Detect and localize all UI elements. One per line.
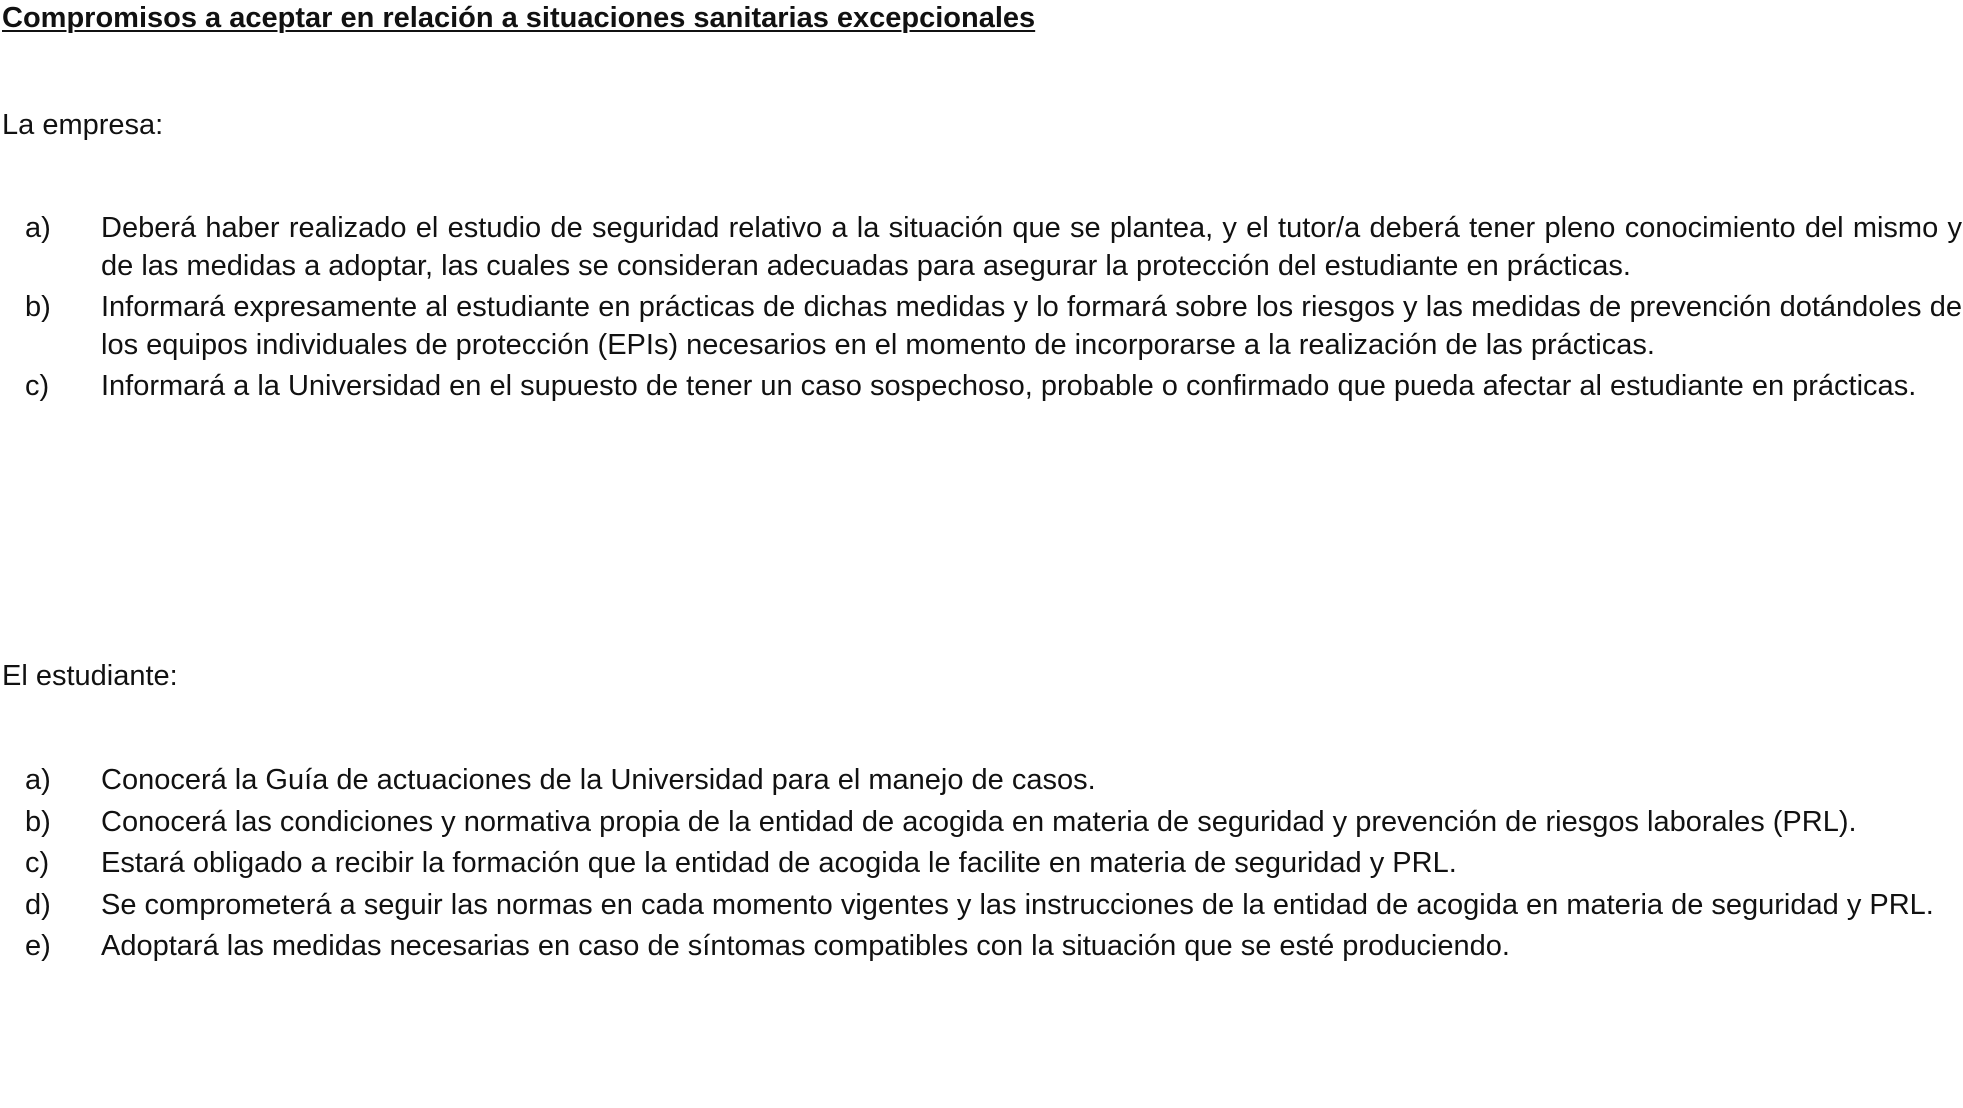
list-marker: d)	[25, 888, 51, 921]
list-item-text: Conocerá la Guía de actuaciones de la Universidad para el manejo de casos.	[101, 764, 1096, 796]
list-marker: c)	[25, 847, 50, 879]
list-item	[0, 887, 1962, 925]
list-marker: b)	[25, 291, 51, 323]
list-item	[0, 928, 1962, 966]
list-item-text: Informará expresamente al estudiante en prácticas de dichas medidas y lo formará sobre los riesgos y las medidas de prevención dotándoles de los equipos individuales de protección (EPIs) necesarios en el momento de incorporarse a la realización de las prácticas.	[101, 291, 1962, 361]
list-marker: c)	[25, 370, 50, 402]
list-marker: a)	[25, 212, 51, 244]
list-item	[0, 804, 1962, 842]
list-item-text: Se comprometerá a seguir las normas en cada momento vigentes y las instrucciones de la entidad de acogida en materia de seguridad y PRL.	[101, 888, 1934, 921]
student-section-label: El estudiante:	[2, 660, 178, 692]
list-item	[0, 368, 1962, 406]
list-item-text: Informará a la Universidad en el supuesto de tener un caso sospechoso, probable o confirmado que pueda afectar al estudiante en prácticas.	[101, 370, 1917, 402]
list-marker: b)	[25, 805, 51, 838]
list-item-text: Conocerá las condiciones y normativa propia de la entidad de acogida en materia de seguridad y prevención de riesgos laborales (PRL).	[101, 805, 1857, 838]
list-item	[0, 762, 1962, 800]
list-item-text: Adoptará las medidas necesarias en caso de síntomas compatibles con la situación que se esté produciendo.	[101, 930, 1510, 962]
company-commitments-list	[0, 210, 1962, 410]
list-marker: e)	[25, 930, 51, 962]
list-item	[0, 845, 1962, 883]
student-commitments-list	[0, 762, 1962, 970]
list-item	[0, 210, 1962, 285]
list-item	[0, 289, 1962, 364]
list-item-text: Estará obligado a recibir la formación que la entidad de acogida le facilite en materia de seguridad y PRL.	[101, 847, 1457, 879]
company-section-label: La empresa:	[2, 109, 164, 141]
list-item-text: Deberá haber realizado el estudio de seguridad relativo a la situación que se plantea, y el tutor/a deberá tener pleno conocimiento del mismo y de las medidas a adoptar, las cuales se consideran adecuadas para asegurar la protección del estudiante en prácticas.	[101, 212, 1962, 282]
list-marker: a)	[25, 764, 51, 796]
page-title: Compromisos a aceptar en relación a situaciones sanitarias excepcionales	[2, 2, 1036, 34]
